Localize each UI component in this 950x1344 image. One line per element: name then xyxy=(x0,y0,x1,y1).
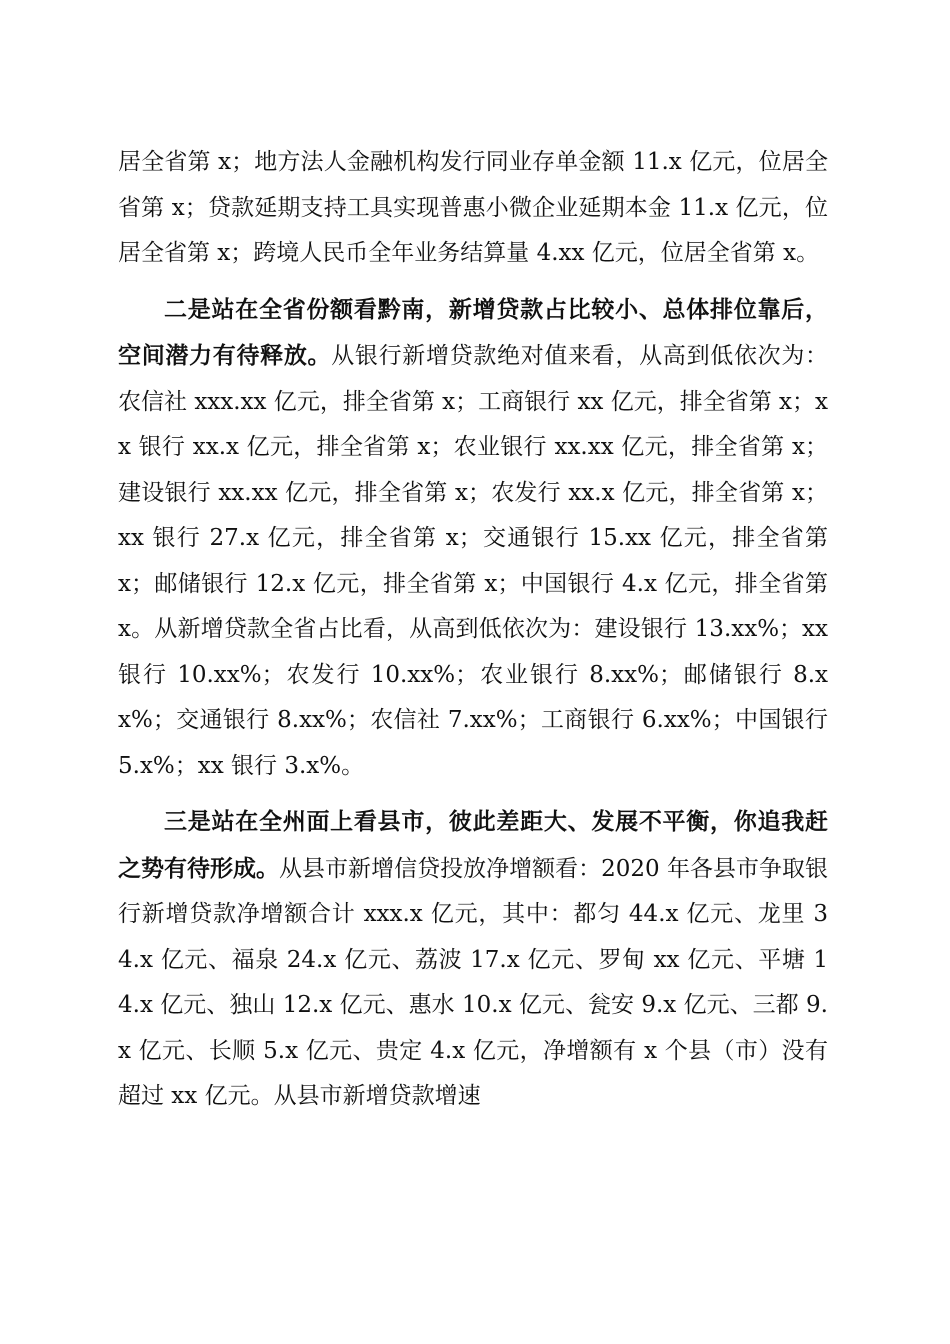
paragraph-text: 居全省第 x；地方法人金融机构发行同业存单金额 11.x 亿元，位居全省第 x；贷款延期支持工具实现普惠小微企业延期本金 11.x 亿元，位居全省第 x；跨境人民币全年业务结算量 4.xx 亿元，位居全省第 x。 xyxy=(118,149,829,266)
paragraph-continued xyxy=(118,140,828,277)
document-page xyxy=(118,140,828,1130)
paragraph-text: 从县市新增信贷投放净增额看：2020 年各县市争取银行新增贷款净增额合计 xxx.x 亿元，其中：都匀 44.x 亿元、龙里 34.x 亿元、福泉 24.x 亿元、荔波 17.x 亿元、罗甸 xx 亿元、平塘 14.x 亿元、独山 12.x 亿元、惠水 10.x 亿元、瓮安 9.x 亿元、三都 9.x 亿元、长顺 5.x 亿元、贵定 4.x 亿元，净增额有 x 个县（市）没有超过 xx 亿元。从县市新增贷款增速 xyxy=(118,855,828,1109)
paragraph-lead-heading: 二是站在全省份额看黔南，新增贷款占比较小、总体排位靠后，空间潜力有待释放。 xyxy=(118,295,828,369)
paragraph-section-three xyxy=(118,799,828,1120)
paragraph-text: 从银行新增贷款绝对值来看，从高到低依次为：农信社 xxx.xx 亿元，排全省第 x；工商银行 xx 亿元，排全省第 x；xx 银行 xx.x 亿元，排全省第 x；农业银行 xx.xx 亿元，排全省第 x；建设银行 xx.xx 亿元，排全省第 x；农发行 xx.x 亿元，排全省第 x；xx 银行 27.x 亿元，排全省第 x；交通银行 15.xx 亿元，排全省第 x；邮储银行 12.x 亿元，排全省第 x；中国银行 4.x 亿元，排全省第 x。从新增贷款全省占比看，从高到低依次为：建设银行 13.xx%；xx 银行 10.xx%；农发行 10.xx%；农业银行 8.xx%；邮储银行 8.xx%；交通银行 8.xx%；农信社 7.xx%；工商银行 6.xx%；中国银行 5.x%；xx 银行 3.x%。 xyxy=(118,343,829,779)
paragraph-lead-heading: 三是站在全州面上看县市，彼此差距大、发展不平衡，你追我赶之势有待形成。 xyxy=(118,808,828,882)
paragraph-section-two xyxy=(118,287,828,790)
